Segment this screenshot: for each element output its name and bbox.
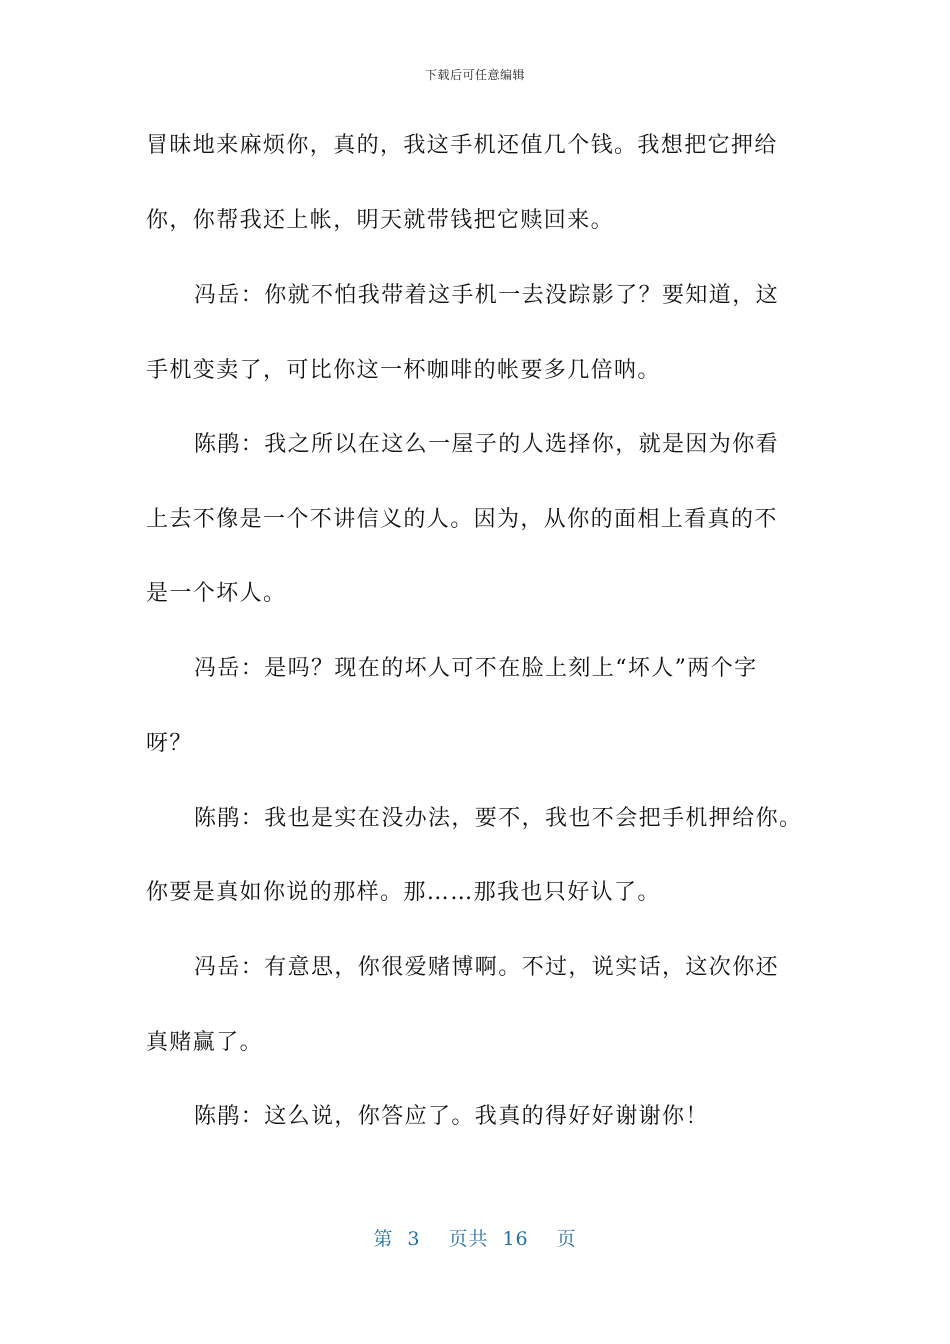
dialogue-line: 陈鹃：我之所以在这么一屋子的人选择你，就是因为你看 (194, 432, 780, 457)
dialogue-line: 冯岳：是吗？现在的坏人可不在脸上刻上“坏人”两个字 (194, 656, 758, 681)
text-line: 冒昧地来麻烦你，真的，我这手机还值几个钱。我想把它押给 (146, 133, 778, 158)
text-line: 上去不像是一个不讲信义的人。因为，从你的面相上看真的不 (146, 507, 778, 532)
dialogue-line: 陈鹃：这么说，你答应了。我真的得好好谢谢你！ (194, 1104, 709, 1129)
footer-suffix: 页 (556, 1228, 577, 1250)
footer-middle: 页共 (448, 1228, 489, 1250)
text-line: 真赌赢了。 (146, 1030, 264, 1055)
dialogue-line: 陈鹃：我也是实在没办法，要不，我也不会把手机押给你。 (194, 806, 803, 831)
text-line: 你，你帮我还上帐，明天就带钱把它赎回来。 (146, 208, 615, 233)
text-line: 呀？ (146, 731, 193, 756)
current-page-number: 3 (407, 1228, 421, 1250)
dialogue-line: 冯岳：你就不怕我带着这手机一去没踪影了？要知道，这 (194, 283, 780, 308)
text-line: 是一个坏人。 (146, 581, 287, 606)
dialogue-line: 冯岳：有意思，你很爱赌博啊。不过，说实话，这次你还 (194, 955, 780, 980)
footer-prefix: 第 (373, 1228, 394, 1250)
download-note: 下载后可任意编辑 (424, 68, 525, 82)
text-line: 你要是真如你说的那样。那……那我也只好认了。 (146, 880, 661, 905)
page-footer (0, 1224, 950, 1251)
total-page-count: 16 (502, 1228, 529, 1250)
text-line: 手机变卖了，可比你这一杯咖啡的帐要多几倍呐。 (146, 358, 661, 383)
